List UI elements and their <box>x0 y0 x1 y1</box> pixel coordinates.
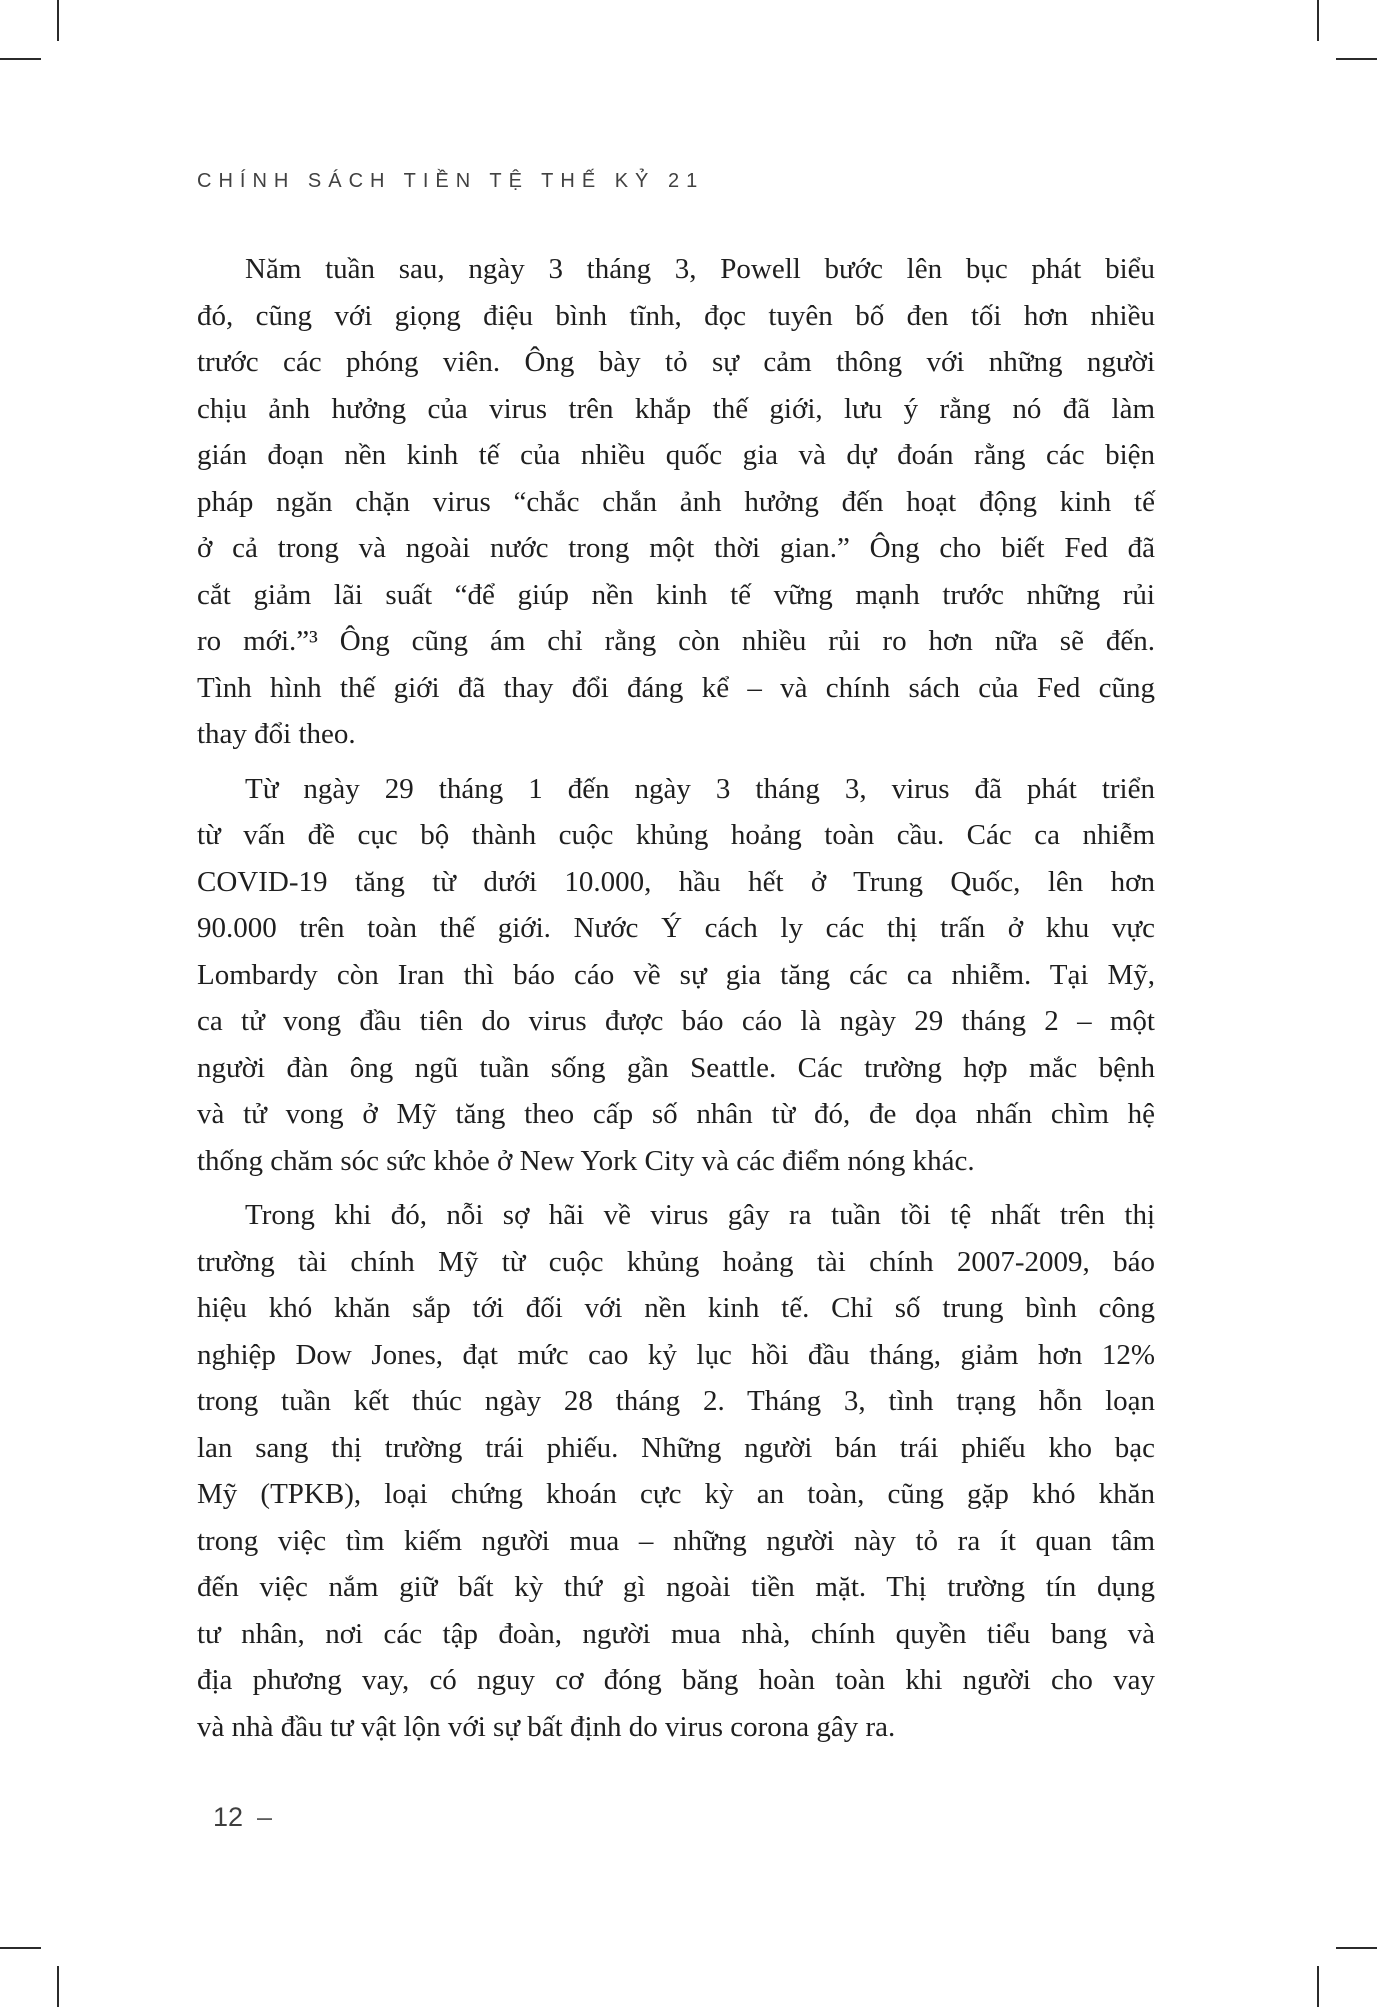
body-text <box>197 246 1155 1750</box>
text-line: ro mới.”³ Ông cũng ám chỉ rằng còn nhiều rủi ro hơn nữa sẽ đến. <box>197 625 1155 657</box>
text-line: trước các phóng viên. Ông bày tỏ sự cảm thông với những người <box>197 346 1155 378</box>
text-line: từ vấn đề cục bộ thành cuộc khủng hoảng toàn cầu. Các ca nhiễm <box>197 819 1155 851</box>
crop-mark-top-left-horizontal <box>0 58 41 60</box>
text-line: Trong khi đó, nỗi sợ hãi về virus gây ra tuần tồi tệ nhất trên thị <box>245 1199 1155 1231</box>
paragraph <box>197 1192 1155 1750</box>
text-line: trong tuần kết thúc ngày 28 tháng 2. Tháng 3, tình trạng hỗn loạn <box>197 1385 1155 1417</box>
text-line: hiệu khó khăn sắp tới đối với nền kinh tế. Chỉ số trung bình công <box>197 1292 1155 1324</box>
text-line: Mỹ (TPKB), loại chứng khoán cực kỳ an toàn, cũng gặp khó khăn <box>197 1478 1155 1510</box>
crop-mark-bottom-left-horizontal <box>0 1947 41 1949</box>
page-number-dash: – <box>257 1802 273 1832</box>
page-number: 12 <box>213 1802 244 1832</box>
paragraph <box>197 766 1155 1185</box>
crop-mark-bottom-right-horizontal <box>1336 1947 1377 1949</box>
text-line: chịu ảnh hưởng của virus trên khắp thế giới, lưu ý rằng nó đã làm <box>197 392 1155 425</box>
text-line: người đàn ông ngũ tuần sống gần Seattle. Các trường hợp mắc bệnh <box>197 1051 1155 1084</box>
text-line: thay đổi theo. <box>197 718 356 750</box>
crop-mark-top-left-vertical <box>57 0 59 41</box>
text-line: cắt giảm lãi suất “để giúp nền kinh tế vững mạnh trước những rủi <box>197 578 1155 611</box>
text-line: và tử vong ở Mỹ tăng theo cấp số nhân từ đó, đe dọa nhấn chìm hệ <box>197 1098 1155 1130</box>
text-line: địa phương vay, có nguy cơ đóng băng hoàn toàn khi người cho vay <box>197 1664 1155 1696</box>
crop-mark-bottom-right-vertical <box>1317 1966 1319 2007</box>
text-line: COVID-19 tăng từ dưới 10.000, hầu hết ở Trung Quốc, lên hơn <box>197 865 1155 898</box>
crop-mark-bottom-left-vertical <box>57 1966 59 2007</box>
text-line: nghiệp Dow Jones, đạt mức cao kỷ lục hồi đầu tháng, giảm hơn 12% <box>197 1338 1155 1371</box>
text-line: trong việc tìm kiếm người mua – những người này tỏ ra ít quan tâm <box>197 1524 1155 1557</box>
text-line: ca tử vong đầu tiên do virus được báo cáo là ngày 29 tháng 2 – một <box>197 1005 1155 1037</box>
text-line: tư nhân, nơi các tập đoàn, người mua nhà, chính quyền tiểu bang và <box>197 1617 1155 1650</box>
text-line: gián đoạn nền kinh tế của nhiều quốc gia và dự đoán rằng các biện <box>197 439 1155 471</box>
page-footer <box>213 1802 272 1833</box>
text-line: đó, cũng với giọng điệu bình tĩnh, đọc tuyên bố đen tối hơn nhiều <box>197 299 1155 332</box>
text-line: Lombardy còn Iran thì báo cáo về sự gia tăng các ca nhiễm. Tại Mỹ, <box>197 958 1155 991</box>
text-line: pháp ngăn chặn virus “chắc chắn ảnh hưởng đến hoạt động kinh tế <box>197 485 1155 518</box>
text-line: đến việc nắm giữ bất kỳ thứ gì ngoài tiền mặt. Thị trường tín dụng <box>197 1571 1155 1603</box>
text-line: trường tài chính Mỹ từ cuộc khủng hoảng tài chính 2007-2009, báo <box>197 1245 1155 1278</box>
crop-mark-top-right-vertical <box>1317 0 1319 41</box>
paragraph <box>197 246 1155 758</box>
running-header: CHÍNH SÁCH TIỀN TỆ THẾ KỶ 21 <box>197 170 705 192</box>
text-line: và nhà đầu tư vật lộn với sự bất định do virus corona gây ra. <box>197 1710 896 1743</box>
text-line: Năm tuần sau, ngày 3 tháng 3, Powell bước lên bục phát biểu <box>245 253 1155 285</box>
text-line: thống chăm sóc sức khỏe ở New York City và các điểm nóng khác. <box>197 1144 975 1177</box>
crop-mark-top-right-horizontal <box>1336 58 1377 60</box>
text-line: Tình hình thế giới đã thay đổi đáng kể – và chính sách của Fed cũng <box>197 671 1155 704</box>
text-line: ở cả trong và ngoài nước trong một thời gian.” Ông cho biết Fed đã <box>197 532 1155 564</box>
text-line: Từ ngày 29 tháng 1 đến ngày 3 tháng 3, virus đã phát triển <box>245 772 1155 805</box>
text-line: 90.000 trên toàn thế giới. Nước Ý cách ly các thị trấn ở khu vực <box>197 912 1155 944</box>
text-line: lan sang thị trường trái phiếu. Những người bán trái phiếu kho bạc <box>197 1431 1155 1464</box>
